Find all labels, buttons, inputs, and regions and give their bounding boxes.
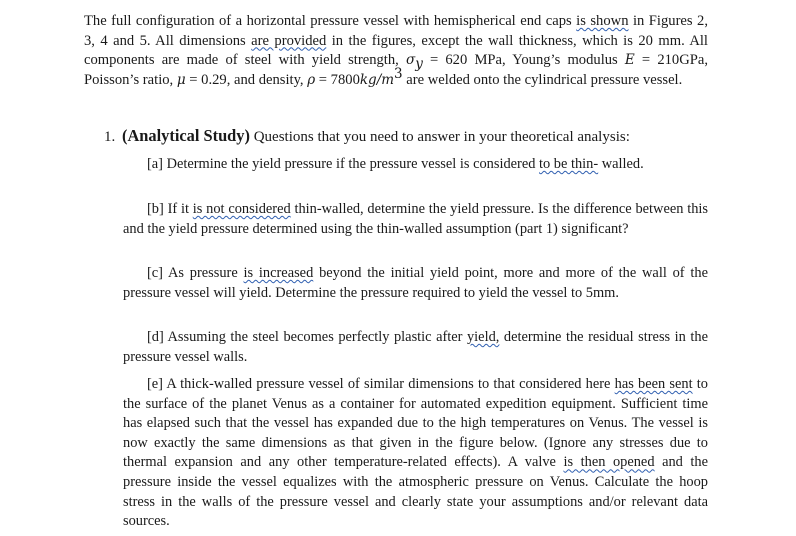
part-text: thin-walled, determine the yield pressure. Is the difference between this and the yield pressure determined using the thin-walled assumption (part 1) significant?	[123, 201, 708, 237]
grammar-flag[interactable]: is not considered	[192, 201, 291, 217]
part-e-paragraph	[123, 375, 708, 532]
part-text: and the pressure inside the vessel equalizes with the atmospheric pressure on Venus. Calculate the hoop stress in the walls of the pressure vessel and clearly state your assumptions and/or relevant data sources.	[123, 454, 708, 530]
grammar-flag[interactable]: is then opened	[563, 454, 655, 471]
grammar-flag[interactable]: has been sent	[614, 376, 693, 392]
part-b-paragraph	[123, 200, 708, 239]
part-text: walled.	[598, 156, 644, 172]
part-text: [d] Assuming the steel becomes perfectly plastic after	[147, 329, 467, 345]
question-heading	[104, 126, 724, 147]
intro-text: = 620 MPa, Young’s modulus	[422, 52, 625, 69]
sigma-subscript: y	[415, 56, 423, 73]
part-text: determine the residual stress in the pressure vessel walls.	[123, 329, 708, 365]
part-d-paragraph	[123, 328, 708, 367]
grammar-flag[interactable]: yield,	[466, 329, 500, 345]
poisson-symbol: μ	[176, 71, 186, 88]
grammar-flag[interactable]: are provided	[251, 32, 327, 49]
part-text: [e] A thick-walled pressure vessel of similar dimensions to that considered here	[147, 376, 615, 392]
part-text: [a] Determine the yield pressure if the pressure vessel is considered	[147, 156, 540, 172]
question-title: (Analytical Study)	[122, 126, 250, 145]
intro-paragraph	[84, 12, 708, 90]
density-unit: kg/m	[359, 71, 395, 88]
question-number: 1.	[104, 129, 116, 145]
question-prompt: Questions that you need to answer in your theoretical analysis:	[249, 129, 630, 145]
intro-text: in the figures, except the wall thickness, which is 20 mm. All components are made of steel with yield strength,	[84, 32, 708, 69]
grammar-flag[interactable]: is shown	[576, 13, 629, 29]
intro-text: = 210GPa, Poisson’s ratio,	[84, 52, 708, 88]
grammar-flag[interactable]: is increased	[243, 265, 314, 281]
intro-text: The full configuration of a horizontal pressure vessel with hemispherical end caps	[84, 13, 577, 29]
part-c-paragraph	[123, 264, 708, 303]
modulus-symbol: E	[624, 52, 635, 69]
intro-text: in Figures 2, 3, 4 and 5. All dimensions	[84, 13, 709, 49]
part-text: [b] If it	[147, 201, 193, 217]
part-a-paragraph	[123, 155, 708, 175]
density-exponent: 3	[394, 65, 403, 82]
part-text: to the surface of the planet Venus as a container for automated expedition equipment. Sufficient time has elapsed such that the vessel has expanded due to the high temperatures on Venus. The vessel is now exactly the same dimensions as that given in the figure below. (Ignore any stresses due to thermal expansion and any other temperature-related effects). A valve	[123, 376, 708, 471]
part-text: [c] As pressure	[147, 265, 244, 281]
intro-text: = 7800	[315, 71, 360, 88]
part-text: beyond the initial yield point, more and more of the wall of the pressure vessel will yield. Determine the pressure required to yield the vessel to 5mm.	[123, 265, 708, 301]
intro-text: are welded onto the cylindrical pressure vessel.	[402, 71, 683, 88]
grammar-flag[interactable]: to be thin-	[539, 156, 599, 172]
sigma-symbol: σ	[405, 52, 416, 69]
density-symbol: ρ	[307, 71, 316, 88]
intro-text: = 0.29, and density,	[185, 71, 308, 88]
